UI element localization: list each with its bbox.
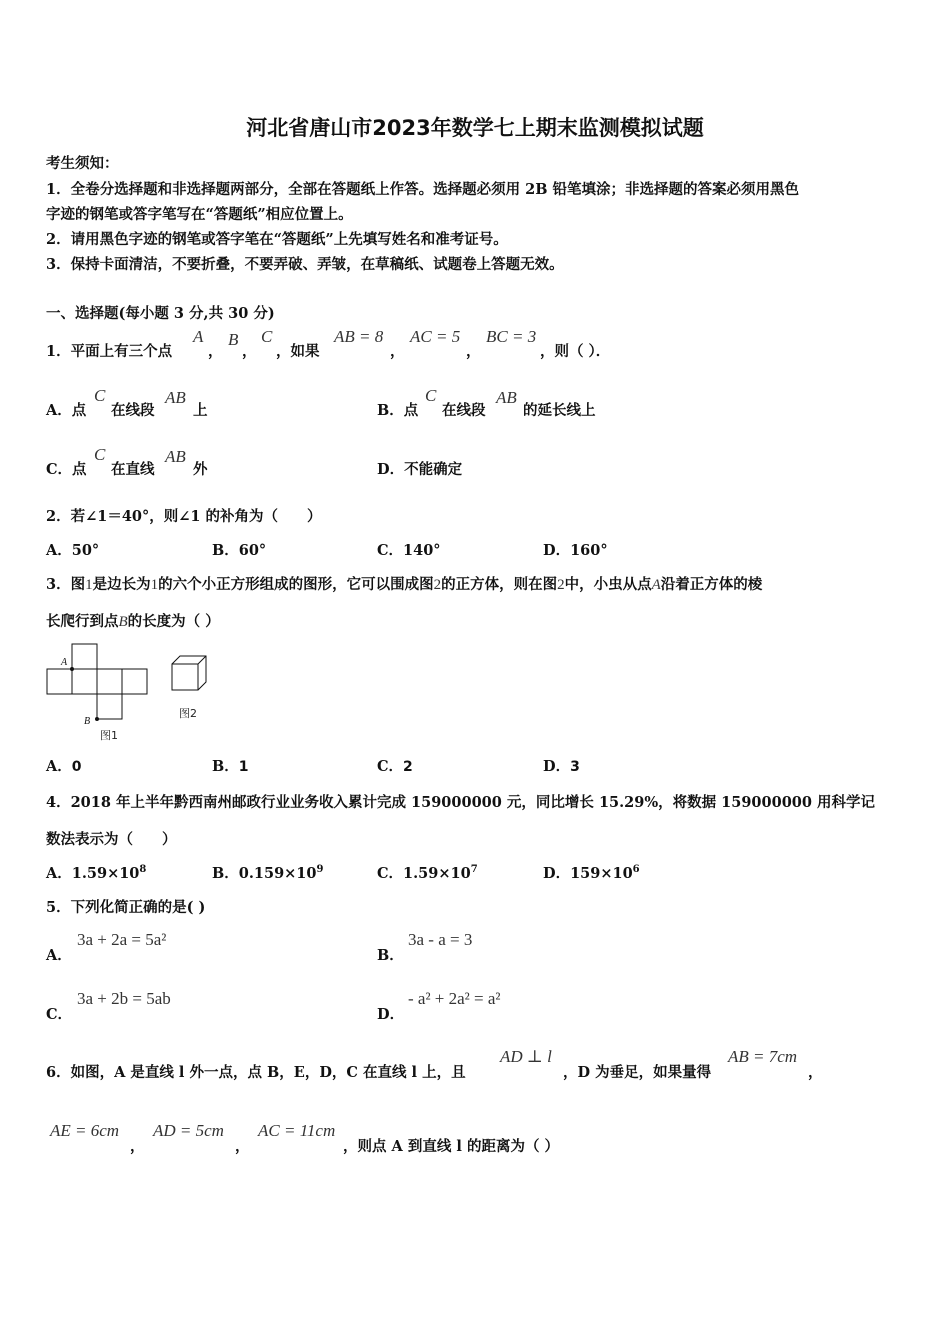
q1-comma-3: ， [390, 343, 405, 360]
q1-option-b-mid: 在线段 [442, 402, 486, 419]
q5-option-c-label: C． [46, 1006, 73, 1023]
q5-option-d-expr: - a² + 2a² = a² [408, 989, 501, 1008]
q6-expr-perp: AD ⊥ l [500, 1047, 552, 1066]
q2-option-b: B．60° [212, 542, 267, 559]
q1-option-a-var-c: C [94, 386, 106, 405]
figure-1-caption: 图1 [100, 729, 118, 742]
q1-eq-ab: AB = 8 [334, 327, 384, 346]
q4-option-d: D．$159\times 10^6$ [543, 864, 640, 882]
q1-stem: 1．平面上有三个点 [46, 343, 173, 360]
q1-point-a: A [193, 327, 204, 346]
q1-option-c-mid: 在直线 [111, 461, 155, 478]
notice-line-2: 2．请用黑色字迹的钢笔或答字笔在“答题纸”上先填写姓名和准考证号。 [46, 231, 508, 248]
q2-option-c: C．140° [377, 542, 441, 559]
q5-option-a-label: A． [46, 947, 72, 964]
q4-stem-line2: 数法表示为（ ） [46, 831, 177, 848]
q1-option-a-pre: A．点 [46, 402, 87, 419]
q6-tail: ，则点 A 到直线 l 的距离为（ ） [343, 1138, 559, 1155]
q1-point-b: B [228, 330, 239, 349]
q6-stem-b: ，D 为垂足，如果量得 [563, 1064, 712, 1081]
q3-option-a: A．0 [46, 758, 82, 775]
q2-option-d: D．160° [543, 542, 608, 559]
figure-1-cube-net [44, 640, 154, 742]
figure-1-label-b: B [84, 716, 91, 727]
q1-comma-2: ， [242, 343, 257, 360]
q2-option-a: A．50° [46, 542, 100, 559]
q4-option-a: A．$1.59\times 10^8$ [46, 864, 147, 882]
q2-stem: 2．若∠1＝40°，则∠1 的补角为（ ） [46, 508, 322, 525]
q6-sep-1: ， [130, 1138, 145, 1155]
q4-option-b: B．$0.159\times 10^9$ [212, 864, 324, 882]
q1-tail: ，则（ ）． [540, 343, 611, 360]
figure-1-label-a: A [61, 657, 68, 668]
q4-option-c: C．$1.59\times 10^7$ [377, 864, 478, 882]
q5-option-b-label: B． [377, 947, 404, 964]
q4-stem-line1: 4．2018 年上半年黔西南州邮政行业业务收入累计完成 159000000 元，同比增长 15.29%，将数据 159000000 用科学记 [46, 794, 876, 811]
q1-option-c-end: 外 [193, 461, 208, 478]
page-title: 河北省唐山市2023年数学七上期末监测模拟试题 [246, 116, 704, 140]
q1-option-a-var-ab: AB [165, 388, 186, 407]
q3-option-c: C．2 [377, 758, 413, 775]
q1-option-d: D．不能确定 [377, 461, 463, 478]
q1-if: ，如果 [276, 343, 320, 360]
q5-option-a-expr: 3a + 2a = 5a² [77, 930, 167, 949]
notice-line-1a: 1．全卷分选择题和非选择题两部分，全部在答题纸上作答。选择题必须用 2B 铅笔填涂；非选择题的答案必须用黑色 [46, 181, 800, 198]
figure-2-cube [168, 652, 212, 696]
q6-expr-ac: AC = 11cm [258, 1121, 336, 1140]
q1-option-c-var-ab: AB [165, 447, 186, 466]
q1-option-b-var-c: C [425, 386, 437, 405]
q1-eq-ac: AC = 5 [410, 327, 461, 346]
q3-option-d: D．3 [543, 758, 580, 775]
q5-stem: 5．下列化简正确的是( ) [46, 899, 206, 916]
figure-2-caption: 图2 [179, 707, 197, 720]
q3-stem-line1: 3．图1是边长为1的六个小正方形组成的图形，它可以围成图2的正方体，则在图2中，小虫从点A沿着正方体的棱 [46, 576, 763, 593]
q6-expr-ad: AD = 5cm [153, 1121, 224, 1140]
q1-option-b-var-ab: AB [496, 388, 517, 407]
q1-comma-1: ， [208, 343, 223, 360]
q1-option-c-var-c: C [94, 445, 106, 464]
q6-stem-c: ， [808, 1064, 823, 1081]
q5-option-d-label: D． [377, 1006, 405, 1023]
q6-expr-ae: AE = 6cm [50, 1121, 120, 1140]
q1-option-a-mid: 在线段 [111, 402, 155, 419]
q1-option-b-end: 的延长线上 [523, 402, 596, 419]
q5-option-b-expr: 3a - a = 3 [408, 930, 473, 949]
notice-line-1b: 字迹的钢笔或答字笔写在“答题纸”相应位置上。 [46, 206, 353, 223]
notice-heading: 考生须知： [46, 155, 119, 172]
q6-expr-ab: AB = 7cm [728, 1047, 798, 1066]
q1-option-c-pre: C．点 [46, 461, 87, 478]
notice-line-3: 3．保持卡面清洁，不要折叠，不要弄破、弄皱，在草稿纸、试题卷上答题无效。 [46, 256, 564, 273]
section-heading: 一、选择题(每小题 3 分,共 30 分) [46, 305, 275, 322]
q3-option-b: B．1 [212, 758, 249, 775]
q1-option-b-pre: B．点 [377, 402, 419, 419]
q6-stem-a: 6．如图，A 是直线 l 外一点，点 B，E，D，C 在直线 l 上，且 [46, 1064, 466, 1081]
q1-point-c: C [261, 327, 273, 346]
q3-stem-line2: 长爬行到点B的长度为（ ） [46, 613, 220, 630]
q1-eq-bc: BC = 3 [486, 327, 537, 346]
q6-sep-2: ， [235, 1138, 250, 1155]
q1-option-a-end: 上 [193, 402, 208, 419]
q5-option-c-expr: 3a + 2b = 5ab [77, 989, 171, 1008]
q1-comma-4: ， [466, 343, 481, 360]
